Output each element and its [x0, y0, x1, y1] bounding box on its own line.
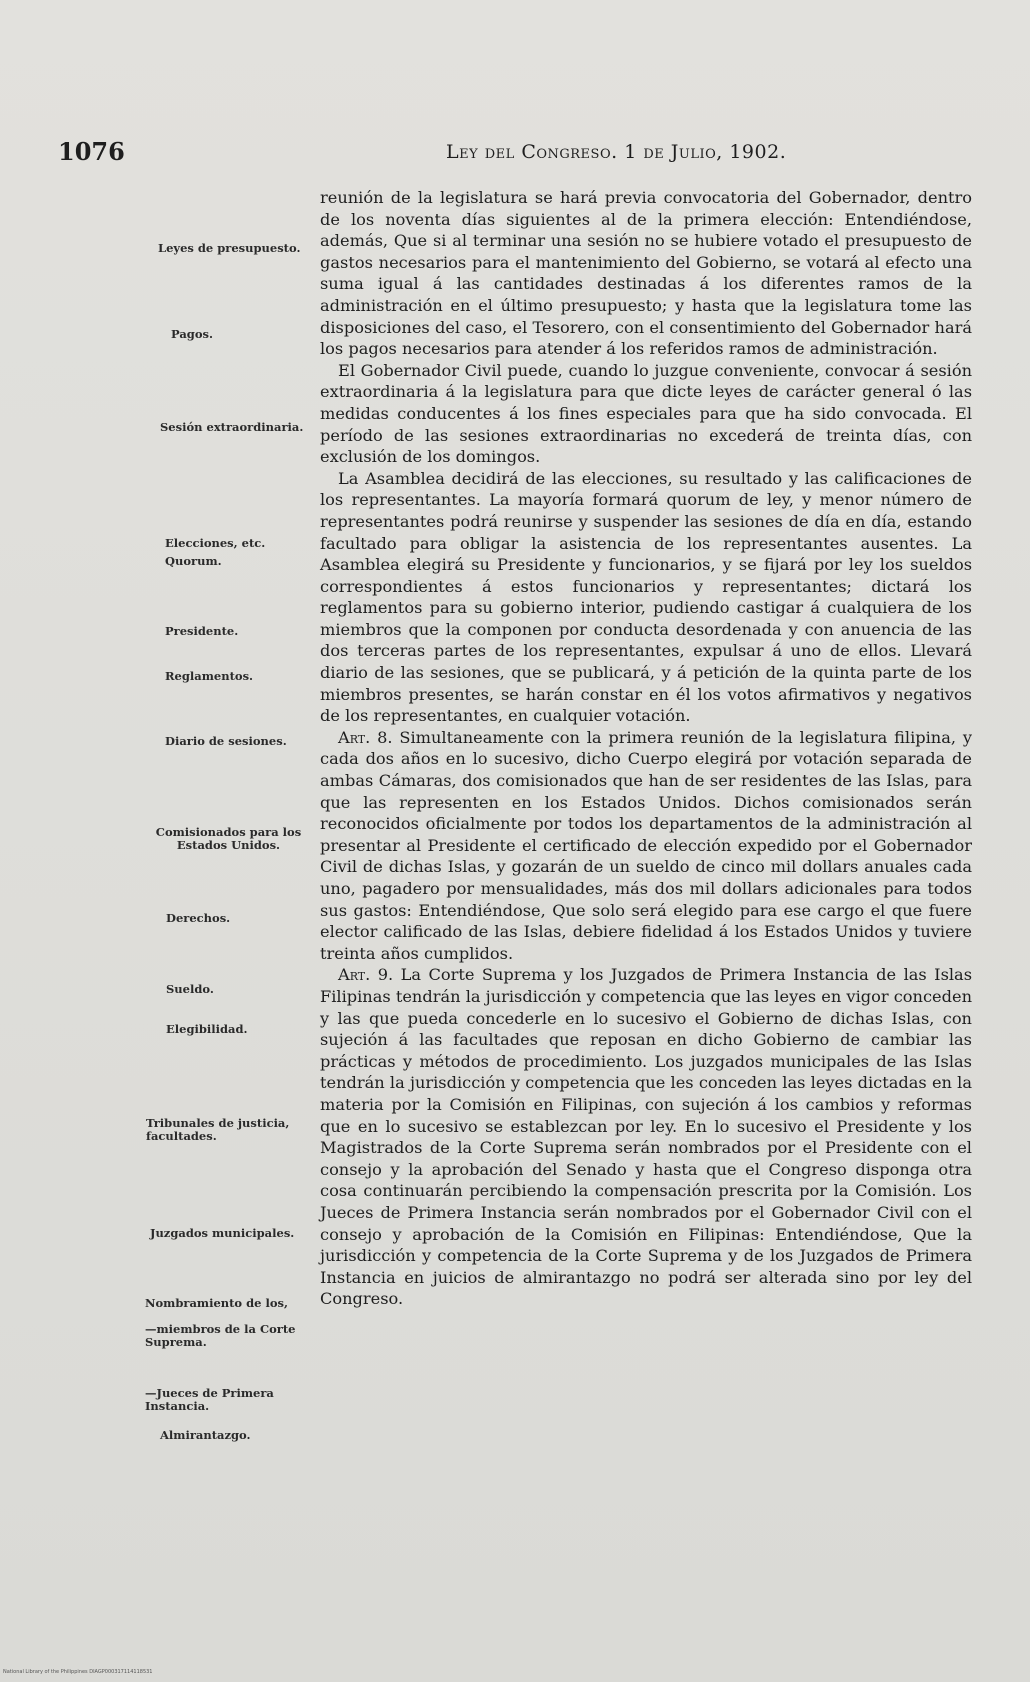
- page-number: 1076: [58, 137, 125, 166]
- margin-note-pagos: Pagos.: [171, 327, 213, 341]
- margin-note-presidente: Presidente.: [165, 624, 239, 638]
- margin-note-tribunales: Tribunales de justicia, facultades.: [146, 1116, 290, 1143]
- margin-note-almirantazgo: Almirantazgo.: [160, 1428, 251, 1442]
- paragraph-sesion-extraordinaria: El Gobernador Civil puede, cuando lo juzgue conveniente, convocar á sesión extraordinaria á la legislatura para que dicte leyes de carácter general ó las medidas conducentes á los fines especiales para que ha sido convocada. El período de las sesiones extraordinarias no excederá de treinta días, con exclusión de los domingos.: [320, 360, 972, 467]
- article-label: Art. 8.: [338, 727, 393, 747]
- page-header: [58, 137, 958, 167]
- margin-note-elecciones: Elecciones, etc.: [165, 536, 266, 550]
- article-label: Art. 9.: [338, 965, 394, 985]
- paragraph-art-8: [320, 727, 972, 965]
- margin-note-leyes: Leyes de presupuesto.: [158, 241, 301, 255]
- article-text: Simultaneamente con la primera reunión de la legislatura filipina, y cada dos años en lo sucesivo, dicho Cuerpo elegirá por votación separada de ambas Cámaras, dos comisionados que han de ser residentes de las Islas, para que las representen en los Estados Unidos. Dichos comisionados serán reconocidos oficialmente por todos los departamentos de la administración al presentar al Presidente el certificado de elección expedido por el Gobernador Civil de dichas Islas, y gozarán de un sueldo de cinco mil dollars anuales cada uno, pagadero por mensualidades, más dos mil dollars adicionales para todos sus gastos: Entendiéndose, Que solo será elegido para ese cargo el que fuere elector calificado de las Islas, debiere fidelidad á los Estados Unidos y tuviere treinta años cumplidos.: [320, 727, 972, 963]
- margin-note-sueldo: Sueldo.: [166, 982, 214, 996]
- paragraph-presupuesto: reunión de la legislatura se hará previa convocatoria del Gobernador, dentro de los noventa días siguientes al de la primera elección: Entendiéndose, además, Que si al terminar una sesión no se hubiere votado el presupuesto de gastos necesarios para el mantenimiento del Gobierno, se votará al efecto una suma igual á las cantidades destinadas á los diferentes ramos de la administración en el último presupuesto; y hasta que la legislatura tome las disposiciones del caso, el Tesorero, con el consentimiento del Gobernador hará los pagos necesarios para atender á los referidos ramos de administración.: [320, 188, 972, 359]
- margin-note-juzgados: Juzgados municipales.: [150, 1226, 295, 1240]
- paragraph-asamblea: La Asamblea decidirá de las elecciones, su resultado y las calificaciones de los representantes. La mayoría formará quorum de ley, y menor número de representantes podrá reunirse y suspender las sesiones de día en día, estando facultado para obligar la asistencia de los representantes ausentes. La Asamblea elegirá su Presidente y funcionarios, y se fijará por ley los sueldos correspondientes á estos funcionarios y representantes; dictará los reglamentos para su gobierno interior, pudiendo castigar á cualquiera de los miembros que la componen por conducta desordenada y con anuencia de las dos terceras partes de los representantes, expulsar á uno de ellos. Llevará diario de las sesiones, que se publicará, y á petición de la quinta parte de los miembros presentes, se harán constar en él los votos afirmativos y negativos de los representantes, en cualquier votación.: [320, 468, 972, 726]
- margin-note-quorum: Quorum.: [165, 554, 222, 568]
- margin-note-reglamentos: Reglamentos.: [165, 669, 254, 683]
- paragraph-art-9: [320, 964, 972, 1310]
- margin-note-elegibilidad: Elegibilidad.: [166, 1022, 248, 1036]
- margin-note-sesion: Sesión extraordinaria.: [160, 420, 304, 434]
- margin-note-nombramiento: Nombramiento de los,: [145, 1296, 288, 1310]
- margin-note-jueces: —Jueces de Primera Instancia.: [145, 1386, 274, 1413]
- margin-note-corte-suprema: —miembros de la Corte Suprema.: [145, 1322, 296, 1349]
- article-text: La Corte Suprema y los Juzgados de Primera Instancia de las Islas Filipinas tendrán la jurisdicción y competencia que las leyes en vigor conceden y las que pueda concederle en lo sucesivo el Gobierno de dichas Islas, con sujeción á las facultades que reposan en dicho Gobierno de cambiar las prácticas y métodos de procedimiento. Los juzgados municipales de las Islas tendrán la jurisdicción y competencia que les conceden las leyes dictadas en la materia por la Comisión en Filipinas, con sujeción á los cambios y reformas que en lo sucesivo se establezcan por ley. En lo sucesivo el Presidente y los Magistrados de la Corte Suprema serán nombrados por el Presidente con el consejo y la aprobación del Senado y hasta que el Congreso disponga otra cosa continuarán percibiendo la compensación prescrita por la Comisión. Los Jueces de Primera Instancia serán nombrados por el Gobernador Civil con el consejo y aprobación de la Comisión en Filipinas: Entendiéndose, Que la jurisdicción y competencia de la Corte Suprema y de los Juzgados de Primera Instancia en juicios de almirantazgo no podrá ser alterada sino por ley del Congreso.: [320, 965, 973, 1309]
- library-stamp: National Library of the Philippines DIAGP000317114118531: [3, 1669, 153, 1675]
- main-text: [320, 187, 972, 1482]
- margin-note-comisionados: Comisionados para los Estados Unidos.: [155, 825, 302, 852]
- margin-note-derechos: Derechos.: [166, 911, 231, 925]
- margin-note-diario: Diario de sesiones.: [165, 734, 287, 748]
- running-head: Ley del Congreso. 1 de Julio, 1902.: [446, 141, 787, 163]
